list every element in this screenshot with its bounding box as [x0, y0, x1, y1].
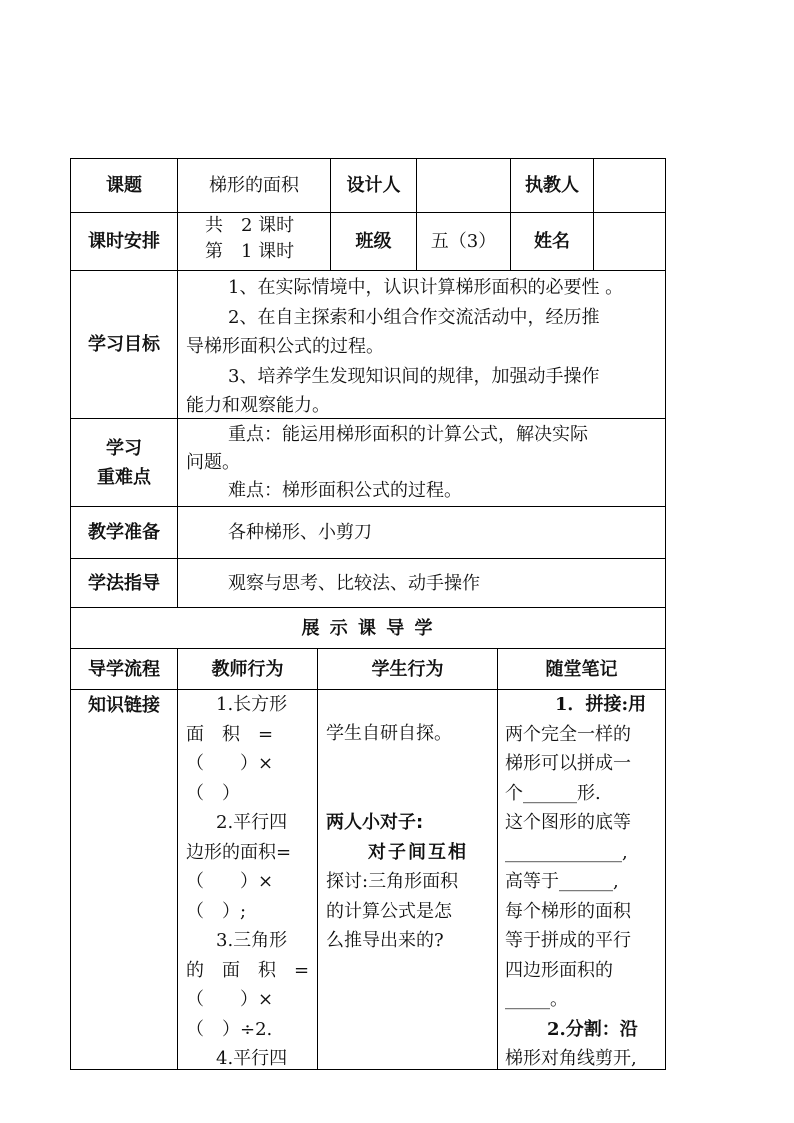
topic-value: 梯形的面积 — [209, 175, 299, 196]
notes-line: 2.分割：沿 — [547, 1018, 638, 1040]
notes-line: 四边形面积的 — [505, 959, 613, 981]
teacher-line: 1.长方形 — [216, 694, 288, 715]
objective-line: 能力和观察能力。 — [186, 395, 330, 416]
student-pair-title: 两人小对子: — [326, 812, 424, 833]
flow-stage: 知识链接 — [88, 694, 160, 716]
method-value: 观察与思考、比较法、动手操作 — [228, 572, 480, 594]
teacher-line: 4.平行四 — [216, 1048, 288, 1069]
teacher-line: （ ）× — [186, 989, 274, 1010]
preparation-value: 各种梯形、小剪刀 — [228, 522, 372, 543]
notes-line: 梯形对角线剪开, — [505, 1048, 637, 1069]
class-value: 五（3） — [430, 231, 497, 252]
flow-header: 学生行为 — [371, 658, 444, 680]
topic-label: 课题 — [106, 175, 142, 196]
notes-line: 高等于______, — [505, 871, 619, 892]
designer-value — [417, 159, 510, 212]
grid-line — [317, 648, 318, 1070]
difficulty-line: 问题。 — [186, 452, 240, 473]
difficulties-label-line: 学习 — [106, 437, 142, 459]
teacher-line: （ ） — [186, 782, 240, 804]
objective-line: 导梯形面积公式的过程。 — [186, 336, 384, 357]
class-label: 班级 — [355, 231, 392, 252]
difficulties-label — [71, 419, 177, 506]
name-value — [594, 213, 665, 270]
difficulties-text — [186, 421, 660, 505]
flow-header: 教师行为 — [211, 658, 284, 680]
schedule-label: 课时安排 — [88, 231, 160, 252]
teacher-line: （ ）÷2. — [186, 1018, 273, 1040]
teacher-line: 面 积 = — [186, 723, 274, 745]
teacher-line: 的 面 积 = — [186, 959, 310, 981]
notes-line: 个______形. — [505, 782, 601, 804]
notes-line: _____________, — [505, 841, 628, 863]
notes-line: 两个完全一样的 — [505, 723, 631, 745]
difficulties-label-line: 重难点 — [97, 466, 151, 488]
student-pair-line: 的计算公式是怎 — [326, 900, 452, 922]
teacher-label: 执教人 — [525, 175, 579, 196]
teacher-line: 2.平行四 — [216, 812, 288, 833]
grid-line — [177, 158, 178, 607]
notes-line: 每个梯形的面积 — [505, 900, 631, 922]
teacher-value — [594, 159, 665, 212]
grid-line — [497, 648, 498, 1070]
student-pair-line: 么推导出来的? — [326, 930, 444, 951]
student-pair-block — [326, 808, 492, 956]
designer-label: 设计人 — [346, 175, 401, 196]
schedule-line: 共 2 课时 — [205, 215, 295, 236]
teacher-line: 3.三角形 — [216, 930, 288, 951]
objective-line: 3、培养学生发现知识间的规律，加强动手操作 — [228, 365, 600, 387]
teacher-line: （ ）× — [186, 871, 274, 892]
name-label: 姓名 — [534, 231, 570, 252]
notes-line: 等于拼成的平行 — [505, 930, 631, 951]
teacher-line: 边形的面积= — [186, 841, 292, 863]
student-column — [326, 719, 492, 749]
schedule-lines — [205, 213, 294, 265]
objectives-label: 学习目标 — [88, 334, 160, 355]
difficulty-line: 重点：能运用梯形面积的计算公式，解决实际 — [228, 424, 588, 445]
teacher-line: （ ）; — [186, 900, 247, 922]
section-title: 展 示 课 导 学 — [301, 617, 435, 639]
flow-header: 导学流程 — [88, 658, 160, 680]
flow-header: 随堂笔记 — [545, 658, 618, 680]
schedule-line: 第 1 课时 — [205, 241, 295, 262]
difficulty-line: 难点：梯形面积公式的过程。 — [228, 480, 462, 501]
objectives-text — [186, 273, 660, 421]
teacher-column — [186, 690, 312, 1074]
notes-column — [505, 690, 661, 1074]
preparation-label: 教学准备 — [88, 522, 160, 543]
objective-line: 1、在实际情境中，认识计算梯形面积的必要性 。 — [228, 277, 624, 298]
notes-line: 1．拼接:用 — [555, 694, 647, 715]
objective-line: 2、在自主探索和小组合作交流活动中，经历推 — [228, 306, 600, 328]
notes-line: 这个图形的底等 — [505, 812, 631, 833]
student-pair-line: 探讨:三角形面积 — [326, 871, 459, 892]
student-line: 学生自研自探。 — [326, 723, 452, 744]
method-label: 学法指导 — [88, 572, 160, 594]
grid-line — [177, 648, 178, 1070]
notes-line: _____。 — [505, 989, 568, 1010]
notes-line: 梯形可以拼成一 — [505, 753, 631, 774]
teacher-line: （ ）× — [186, 753, 274, 774]
grid-line — [665, 158, 666, 1070]
student-pair-line: 对子间互相 — [368, 841, 468, 863]
